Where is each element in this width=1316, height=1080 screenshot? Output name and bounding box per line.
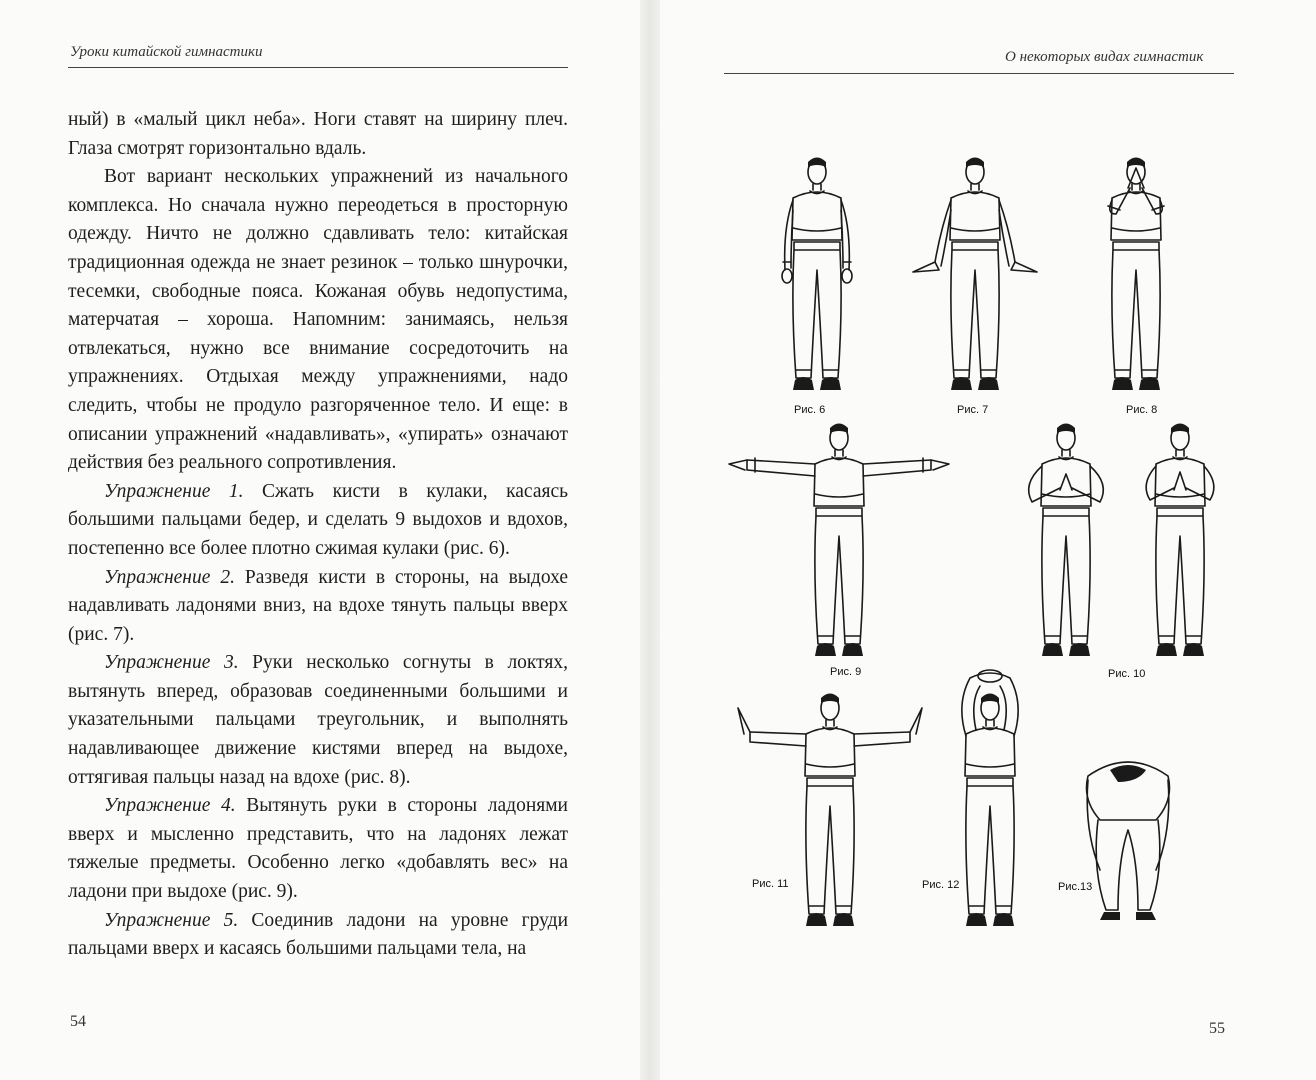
figure-10-front bbox=[1029, 424, 1104, 657]
right-page bbox=[660, 0, 1316, 1080]
exercise-lead: Упражнение 1. bbox=[104, 480, 244, 502]
caption-fig-12: Рис. 12 bbox=[922, 879, 960, 891]
exercise-lead: Упражнение 4. bbox=[104, 795, 236, 817]
left-body-text bbox=[68, 106, 568, 964]
exercise-lead: Упражнение 2. bbox=[104, 566, 235, 588]
right-page-number: 55 bbox=[1209, 1020, 1225, 1037]
paragraph: Упражнение 3. Руки несколько согнуты в локтях, вытянуть вперед, образовав соединенными большими и указательными пальцами треугольник, и выполнять надавливающее движение кистями вперед на выдохе, оттягивая пальцы назад на вдохе (рис. 8). bbox=[68, 652, 569, 788]
figure-8 bbox=[1108, 158, 1164, 391]
left-page-number: 54 bbox=[70, 1013, 86, 1030]
paragraph: Вот вариант нескольких упражнений из начального комплекса. Но сначала нужно переодеться в просторную одежду. Ничто не должно сдавливать тело: китайская традиционная одежда не знает резинок – только шнурочки, тесемки, свободные пояса. Кожаная обувь недопустима, матерчатая – хороша. Напомним: занимаясь, нельзя отвлекаться, нужно все внимание сосредоточить на упражнениях. Отдыхая между упражнениями, надо следить, чтобы не продуло разгоряченное тело. И еще: в описании упражнений «надавливать», «упирать» означают действия без реального сопротивления. bbox=[68, 166, 568, 474]
exercise-lead: Упражнение 5. bbox=[104, 909, 239, 931]
paragraph: Упражнение 5. Соединив ладони на уровне груди пальцами вверх и касаясь большими пальцами тела, на bbox=[68, 909, 569, 960]
caption-fig-7: Рис. 7 bbox=[957, 404, 989, 416]
left-running-head: Уроки китайской гимнастики bbox=[70, 44, 263, 60]
figure-13 bbox=[1087, 762, 1170, 920]
figure-11 bbox=[738, 694, 922, 927]
figure-12 bbox=[962, 670, 1018, 926]
figure-10-side bbox=[1146, 424, 1214, 657]
caption-fig-8: Рис. 8 bbox=[1126, 404, 1158, 416]
caption-fig-6: Рис. 6 bbox=[794, 404, 826, 416]
exercise-lead: Упражнение 3. bbox=[104, 652, 239, 674]
book-gutter bbox=[640, 0, 660, 1080]
figure-7 bbox=[913, 158, 1037, 391]
caption-fig-11: Рис. 11 bbox=[752, 878, 789, 890]
paragraph: ный) в «малый цикл неба». Ноги ставят на ширину плеч. Глаза смотрят горизонтально вдаль. bbox=[68, 109, 568, 159]
figure-6 bbox=[782, 158, 852, 391]
exercise-illustrations bbox=[660, 0, 1316, 1080]
paragraph: Упражнение 2. Разведя кисти в стороны, на выдохе надавливать ладонями вниз, на вдохе тянуть пальцы вверх (рис. 7). bbox=[68, 566, 569, 645]
figure-9 bbox=[729, 424, 949, 657]
paragraph: Упражнение 4. Вытянуть руки в стороны ладонями вверх и мысленно представить, что на ладонях лежат тяжелые предметы. Особенно легко «добавлять вес» на ладони при выдохе (рис. 9). bbox=[68, 795, 568, 903]
caption-fig-9: Рис. 9 bbox=[830, 666, 862, 678]
left-page bbox=[0, 0, 640, 1080]
left-header-rule bbox=[68, 67, 568, 68]
right-running-head: О некоторых видах гимнастик bbox=[1005, 49, 1204, 65]
caption-fig-10: Рис. 10 bbox=[1108, 668, 1146, 680]
caption-fig-13: Рис.13 bbox=[1058, 881, 1093, 893]
paragraph: Упражнение 1. Сжать кисти в кулаки, касаясь большими пальцами бедер, и сделать 9 выдохов и вдохов, постепенно все более плотно сжимая кулаки (рис. 6). bbox=[68, 480, 569, 559]
